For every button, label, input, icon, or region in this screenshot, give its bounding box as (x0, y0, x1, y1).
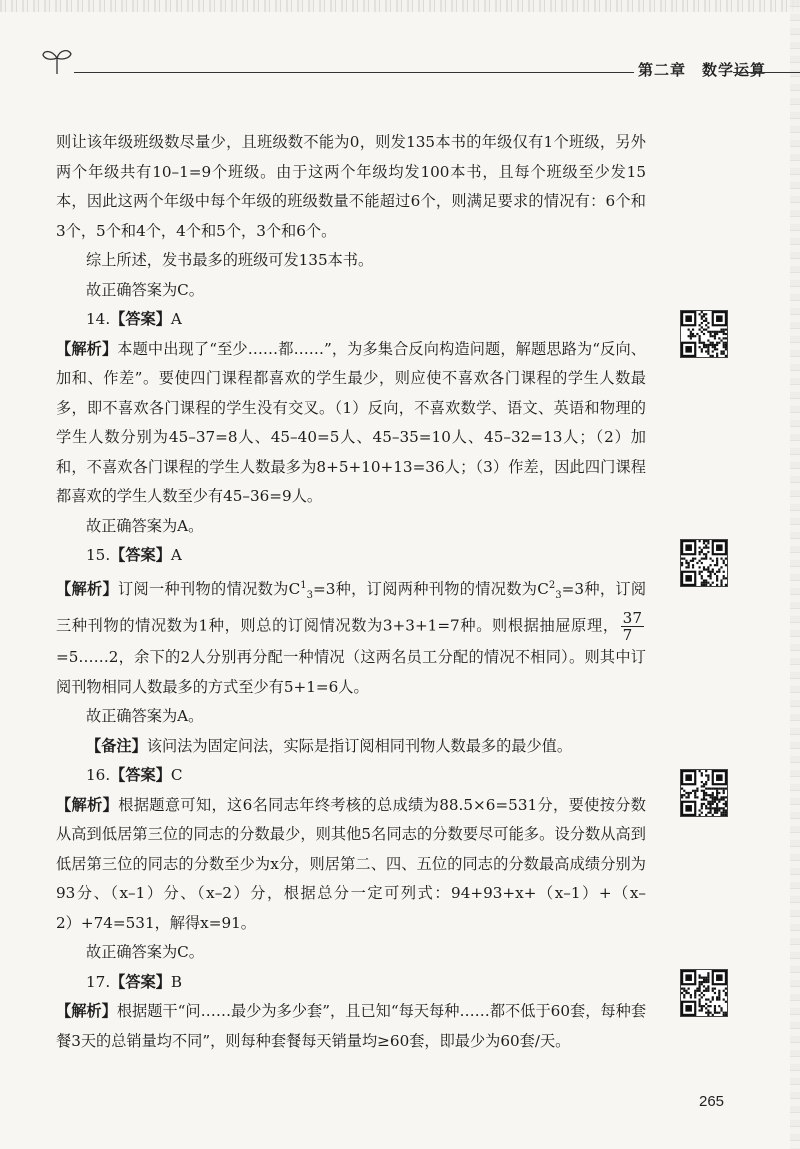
fraction-denominator: 7 (622, 626, 633, 645)
answer-letter: A (170, 546, 182, 564)
question-number: 15. (86, 546, 111, 564)
qr-code-icon (681, 540, 727, 586)
qr-code-icon (681, 770, 727, 816)
header-rule-right (733, 72, 800, 73)
combination-c2: $C^2_3$ (537, 579, 562, 601)
explanation-tag: 【解析】 (56, 339, 118, 358)
comb-sup: 2 (548, 579, 556, 591)
explanation-text: 根据题意可知，这6名同志年终考核的总成绩为88.5×6=531分，要使按分数从高到低居第三位的同志的分数最少，则其他5名同志的分数要尽可能多。设分数从高到低居第三位的同志的分数至少为x分，则居第二、四、五位的同志的分数最高成绩分别为93分、（x–1）分、（x–2）分，根据总分一定可列式：94+93+x+（x–1）+（x–2）+74=531，解得x=91。 (56, 795, 646, 932)
qr-code-icon (681, 311, 727, 357)
qr-code-icon[interactable] (680, 769, 728, 817)
fraction (621, 610, 644, 643)
explanation-text: =3种，订阅三种刊物的情况数为1种，则总的订阅情况数为3+3+1=7种。则根据抽屉原理， (56, 579, 647, 635)
header-rule-left (74, 72, 634, 73)
qr-code-icon[interactable] (680, 310, 728, 358)
note-tag: 【备注】 (86, 736, 147, 755)
answer-heading-14 (56, 305, 646, 335)
explanation-16 (56, 791, 646, 939)
answer-tag: 【答案】 (110, 310, 171, 328)
question-number: 14. (86, 310, 111, 328)
conclusion-15: 故正确答案为A。 (86, 707, 204, 726)
paragraph: 故正确答案为C。 (86, 280, 204, 299)
comb-sup: 1 (300, 579, 307, 591)
qr-code-icon[interactable] (680, 969, 728, 1017)
question-number: 16. (86, 766, 111, 785)
comb-sub: 3 (555, 589, 562, 601)
answer-heading-15 (56, 541, 646, 571)
comb-sub: 3 (306, 589, 313, 601)
explanation-text: 根据题干“问……最少为多少套”，且已知“每天每种……都不低于60套，每种套餐3天的总销量均不同”，则每种套餐每天销量均≥60套，即最少为60套/天。 (56, 1002, 647, 1050)
answer-heading-17 (56, 968, 646, 998)
explanation-text: =5……2，余下的2人分别再分配一种情况（这两名员工分配的情况不相同）。则其中订阅刊物相同人数最多的方式至少有5+1=6人。 (56, 648, 646, 696)
paragraph: 则让该年级班级数尽量少，且班级数不能为0，则发135本书的年级仅有1个班级，另外两个年级共有10–1=9个班级。由于这两个年级均发100本书，且每个班级至少发15本，因此这两个年级中每个年级的班级数量不能超过6个，则满足要求的情况有：6个和3个，5个和4个，4个和5个，3个和6个。 (56, 133, 646, 240)
fraction-numerator: 37 (622, 609, 642, 628)
explanation-text: =3种，订阅两种刊物的情况数为 (312, 579, 538, 598)
explanation-tag: 【解析】 (56, 795, 119, 814)
explanation-tag: 【解析】 (56, 1002, 117, 1021)
note-text: 该问法为固定问法，实际是指订阅相同刊物人数最多的最少值。 (146, 736, 572, 755)
sprout-icon (40, 46, 74, 76)
note-15 (56, 732, 646, 762)
scan-edge-right (790, 0, 800, 1149)
answer-letter: A (170, 310, 182, 328)
explanation-text: 订阅一种刊物的情况数为 (118, 579, 289, 598)
answer-letter: C (170, 766, 183, 785)
answer-tag: 【答案】 (110, 972, 171, 991)
answer-heading-16 (56, 761, 646, 791)
scan-noise-top (0, 0, 800, 12)
question-number: 17. (86, 972, 111, 991)
page-body (56, 128, 646, 1056)
page-number: 265 (699, 1093, 725, 1110)
page-header (40, 46, 800, 86)
paragraph: 综上所述，发书最多的班级可发135本书。 (86, 251, 374, 269)
explanation-15 (56, 571, 646, 703)
answer-tag: 【答案】 (110, 766, 171, 785)
explanation-17 (56, 997, 646, 1056)
conclusion-14: 故正确答案为A。 (86, 516, 204, 535)
qr-code-icon (681, 970, 727, 1016)
qr-code-icon[interactable] (680, 539, 728, 587)
answer-tag: 【答案】 (110, 546, 171, 564)
combination-c1: $C^1_3$ (288, 579, 313, 601)
conclusion-16: 故正确答案为C。 (86, 943, 204, 962)
chapter-title: 第二章 数学运算 (638, 61, 767, 79)
explanation-text: 本题中出现了“至少……都……”，为多集合反向构造问题，解题思路为“反向、加和、作差”。要使四门课程都喜欢的学生最少，则应使不喜欢各门课程的学生人数最多，即不喜欢各门课程的学生没有交叉。（1）反向，不喜欢数学、语文、英语和物理的学生人数分别为45–37=8人、45–40=5人、45–35=10人、45–32=13人；（2）加和，不喜欢各门课程的学生人数最多为8+5+10+13=36人；（3）作差，因此四门课程都喜欢的学生人数至少有45–36=9人。 (56, 339, 646, 505)
answer-letter: B (170, 972, 183, 991)
explanation-14 (56, 335, 646, 512)
explanation-tag: 【解析】 (56, 579, 119, 598)
